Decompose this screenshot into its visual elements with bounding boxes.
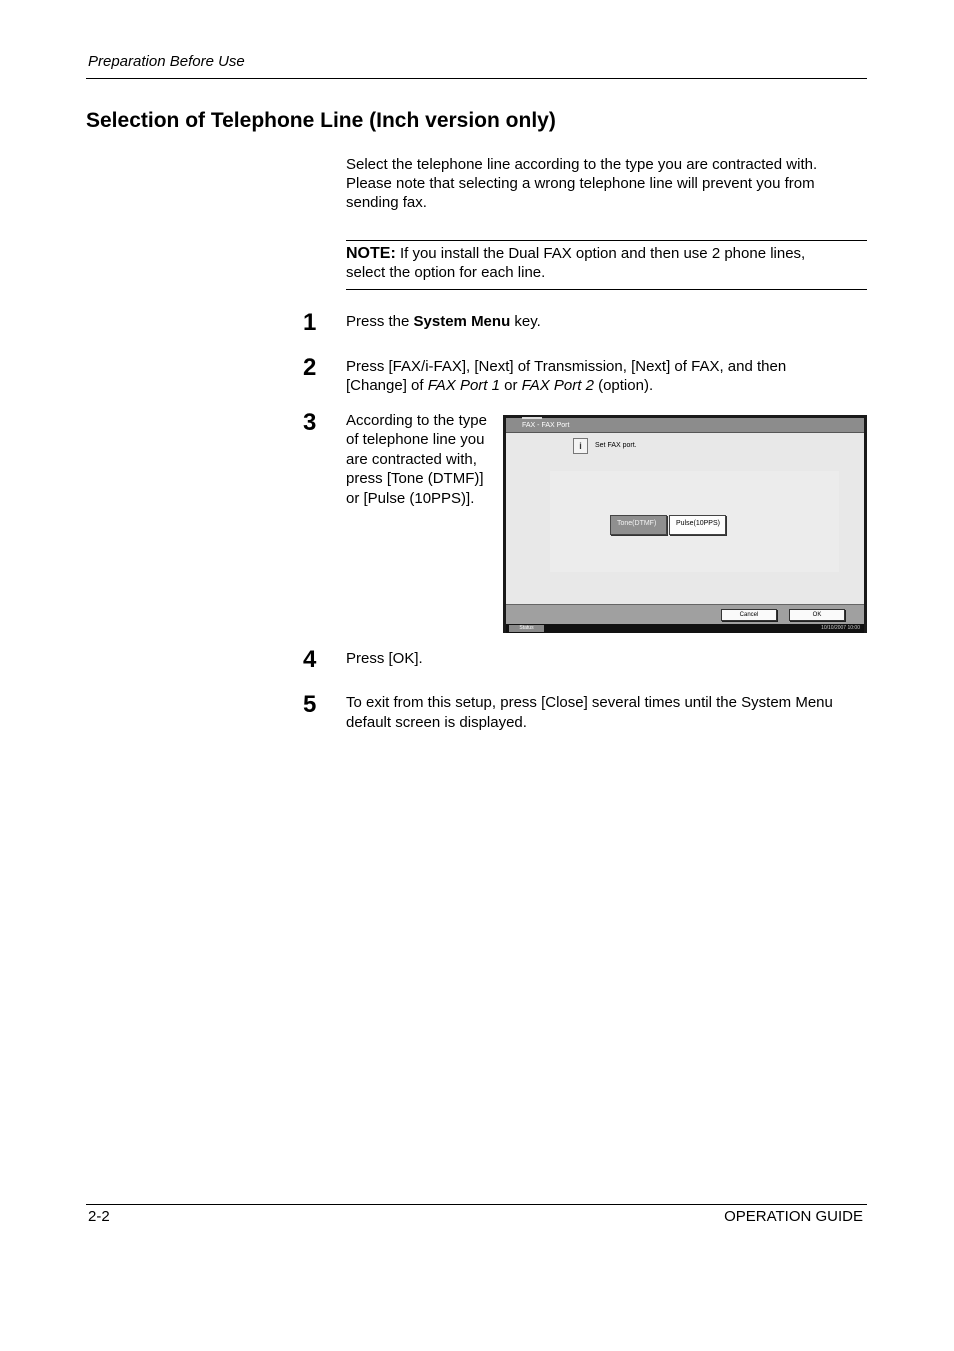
screen-body — [506, 418, 864, 630]
step-line: of telephone line you — [346, 431, 485, 449]
intro-paragraph — [346, 155, 817, 212]
step-text-part: or — [499, 377, 522, 394]
step-line: or [Pulse (10PPS)]. — [346, 489, 475, 507]
fax-port-screen — [503, 415, 867, 633]
fax-port-1-label: FAX Port 1 — [427, 377, 500, 394]
intro-line: Please note that selecting a wrong telephone line will prevent you from — [346, 175, 815, 192]
guide-title: OPERATION GUIDE — [724, 1208, 863, 1225]
note-top-rule — [346, 240, 867, 241]
step-5-text — [346, 693, 833, 733]
step-text-part: Press the — [346, 313, 414, 330]
step-number: 3 — [303, 409, 317, 436]
step-number: 1 — [303, 309, 317, 336]
tone-dtmf-button[interactable]: Tone(DTMF) — [610, 515, 667, 535]
status-datetime: 10/10/2007 10:00 — [821, 625, 860, 631]
ok-button[interactable]: OK — [789, 609, 845, 621]
step-3-text — [346, 411, 487, 508]
running-header: Preparation Before Use — [88, 53, 245, 70]
step-line: are contracted with, — [346, 450, 477, 468]
step-line: press [Tone (DTMF)] — [346, 470, 484, 488]
step-number: 4 — [303, 646, 317, 673]
system-menu-key-name: System Menu — [413, 313, 511, 330]
intro-line: sending fax. — [346, 194, 427, 211]
action-bar — [506, 604, 864, 624]
step-1-text — [346, 312, 541, 331]
screen-title: FAX - FAX Port — [522, 422, 570, 429]
footer-rule — [86, 1204, 867, 1205]
step-line: default screen is displayed. — [346, 714, 527, 731]
note-label: NOTE: — [346, 245, 396, 262]
status-button[interactable]: Status — [509, 625, 544, 632]
pulse-10pps-button[interactable]: Pulse(10PPS) — [669, 515, 726, 535]
step-2-text — [346, 357, 786, 395]
screen-title-bar — [506, 418, 864, 433]
fax-port-2-label: FAX Port 2 — [521, 377, 594, 394]
step-text-part: key. — [510, 313, 541, 330]
step-line — [346, 376, 786, 395]
page-number: 2-2 — [88, 1208, 110, 1225]
step-number: 5 — [303, 691, 317, 718]
step-text-part: (option). — [593, 377, 654, 394]
status-bar — [506, 624, 864, 633]
section-title: Selection of Telephone Line (Inch version only) — [86, 109, 556, 132]
note-text: If you install the Dual FAX option and then use 2 phone lines, — [395, 245, 806, 262]
step-text-part: [Change] of — [346, 377, 428, 394]
step-line: Press [FAX/i-FAX], [Next] of Transmission, [Next] of FAX, and then — [346, 358, 787, 375]
tab-marker — [522, 417, 542, 419]
step-4-text: Press [OK]. — [346, 650, 423, 667]
note-box — [346, 244, 867, 282]
screen-message: Set FAX port. — [595, 442, 637, 449]
note-bottom-rule — [346, 289, 867, 290]
cancel-button[interactable]: Cancel — [721, 609, 777, 621]
note-text-cont: select the option for each line. — [346, 264, 546, 281]
step-number: 2 — [303, 354, 317, 381]
step-line: To exit from this setup, press [Close] several times until the System Menu — [346, 694, 833, 711]
intro-line: Select the telephone line according to the type you are contracted with. — [346, 156, 818, 173]
info-icon: i — [573, 438, 588, 454]
header-rule — [86, 78, 867, 79]
step-line: According to the type — [346, 412, 487, 429]
